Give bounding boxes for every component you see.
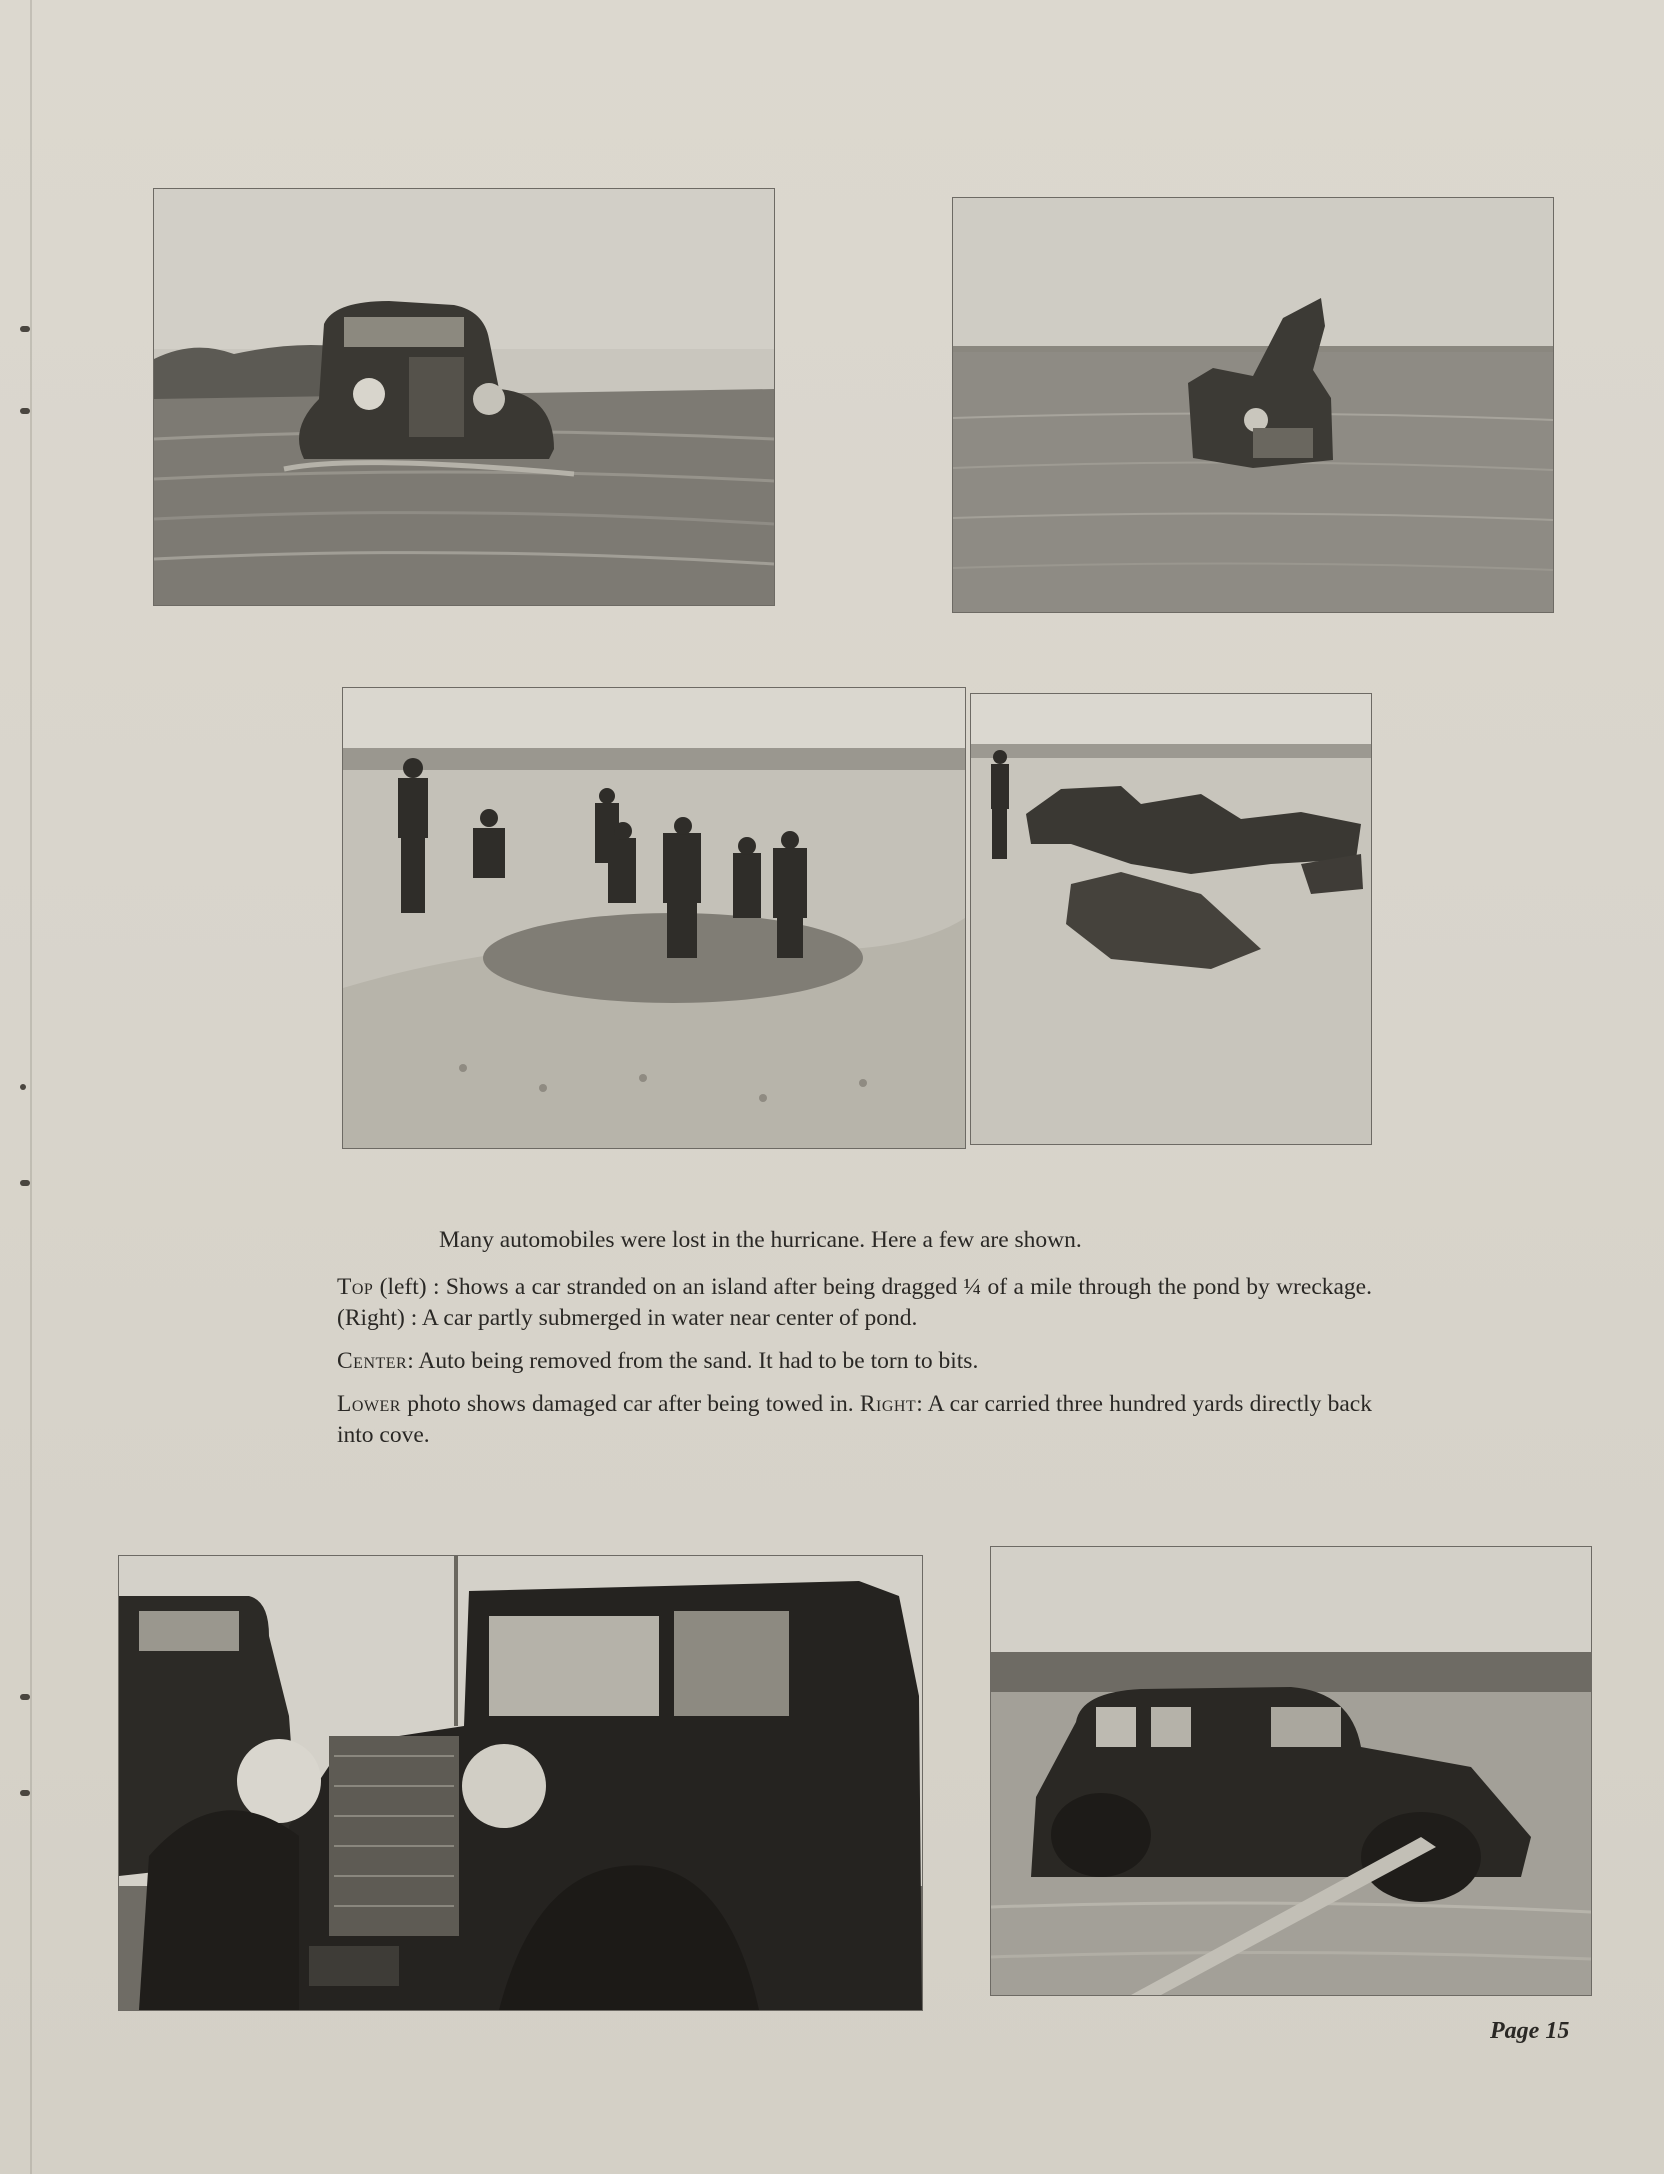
- caption-center: [337, 1346, 1372, 1377]
- binding-hole-mark: [20, 326, 30, 332]
- caption-block: [337, 1225, 1372, 1463]
- caption-top-label: Top: [337, 1274, 374, 1300]
- caption-center-label: Center: [337, 1348, 408, 1374]
- caption-center-text: : Auto being removed from the sand. It had to be torn to bits.: [407, 1348, 979, 1374]
- photo-center-left-removing-auto: [342, 687, 966, 1149]
- photo-bottom-left-image: [119, 1556, 922, 2010]
- caption-lower-label: Lower: [337, 1391, 401, 1417]
- page-edge-shadow: [30, 0, 32, 2174]
- caption-intro: Many automobiles were lost in the hurricane. Here a few are shown.: [439, 1227, 1082, 1253]
- caption-lower-text-2: : A car carried three hundred yards directly back into cove.: [337, 1391, 1372, 1448]
- photo-bottom-left-towed-car: [118, 1555, 923, 2011]
- caption-lower-text-1: photo shows damaged car after being towed in.: [400, 1391, 860, 1417]
- caption-lower: [337, 1389, 1372, 1451]
- binding-hole-mark: [20, 1790, 30, 1796]
- photo-bottom-right-image: [991, 1547, 1591, 1995]
- binding-hole-mark: [20, 1180, 30, 1186]
- binding-hole-mark: [20, 1084, 26, 1090]
- photo-center-left-image: [343, 688, 965, 1148]
- photo-bottom-right-car-in-cove: [990, 1546, 1592, 1996]
- photo-top-right-submerged-car: [952, 197, 1554, 613]
- photo-top-left-stranded-car: [153, 188, 775, 606]
- photo-top-right-image: [953, 198, 1553, 612]
- photo-center-right-image: [971, 694, 1371, 1144]
- caption-right-label: Right: [859, 1391, 917, 1417]
- page-number: Page 15: [1490, 2018, 1570, 2044]
- binding-hole-mark: [20, 408, 30, 414]
- caption-top-text: (left) : Shows a car stranded on an island after being dragged ¼ of a mile through the pond by wreckage. (Right) : A car partly submerged in water near center of pond.: [337, 1274, 1372, 1331]
- photo-top-left-image: [154, 189, 774, 605]
- photo-center-right-wreckage: [970, 693, 1372, 1145]
- binding-hole-mark: [20, 1694, 30, 1700]
- caption-top: [337, 1272, 1372, 1334]
